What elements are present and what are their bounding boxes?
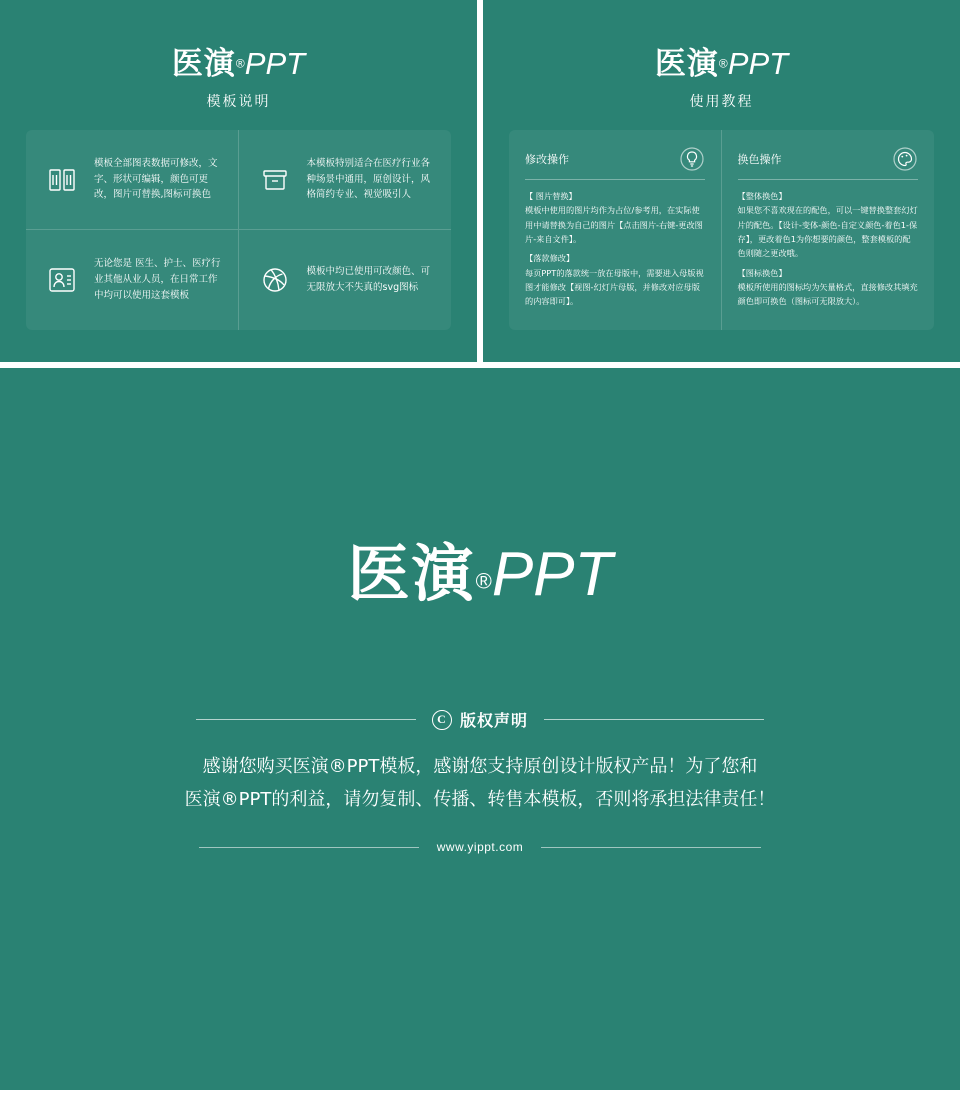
- copyright-icon: C: [432, 710, 452, 730]
- brand-logo-large-cn: 医演: [347, 537, 476, 610]
- box-icon: [251, 156, 299, 204]
- tutorial-edit-title: 修改操作: [525, 153, 569, 166]
- slide-usage-tutorial: [483, 0, 960, 362]
- template-info-cell-3: [26, 230, 239, 330]
- slide-a-subtitle: 模板说明: [206, 94, 271, 110]
- lightbulb-icon: [679, 146, 705, 172]
- brand-logo-ppt: PPT: [244, 46, 306, 81]
- tutorial-edit-block-2-heading: 【落款修改】: [525, 253, 575, 264]
- brand-logo-large-registered: ®: [475, 568, 492, 594]
- tutorial-edit-header: [525, 146, 705, 180]
- copyright-label: 版权声明: [459, 711, 528, 730]
- slide-b-subtitle: 使用教程: [689, 94, 754, 110]
- template-info-cell-4: [239, 230, 452, 330]
- brand-logo-cn: 医演: [171, 46, 236, 82]
- slide-template-description: [0, 0, 477, 362]
- tutorial-recolor-title: 换色操作: [737, 153, 782, 166]
- copyright-label-group: [432, 708, 528, 731]
- website-divider-left: [199, 847, 419, 848]
- tutorial-recolor-block-2-body: 模板所使用的图标均为矢量格式，直接修改其填充颜色即可换色（图标可无限放大）。: [737, 282, 918, 307]
- tutorial-recolor-block-1-body: 如果您不喜欢现在的配色，可以一键替换整套幻灯片的配色。【设计-变体-颜色-自定义颜色-着色1-保存】，更改着色1为你想要的颜色，整套模板的配色则随之更改哦。: [737, 205, 918, 259]
- tutorial-edit-block-2-body: 每页PPT的落款统一放在母版中，需要进入母版视图才能修改【视图-幻灯片母版，并修改对应母版的内容即可】。: [525, 267, 704, 307]
- divider-left: [196, 719, 416, 720]
- website-url: www.yippt.com: [436, 840, 524, 854]
- tutorial-column-edit: [509, 130, 722, 330]
- template-info-text-3: 无论您是 医生、护士、医疗行业其他从业人员，在日常工作中均可以使用这套模板: [94, 258, 221, 301]
- brand-logo-2: [483, 48, 960, 80]
- copyright-text: [160, 750, 800, 817]
- doctor-icon: [38, 256, 86, 304]
- copyright-heading-row: [0, 708, 960, 731]
- tutorial-recolor-header: [738, 146, 919, 180]
- divider-right: [544, 719, 764, 720]
- tutorial-recolor-body: [738, 189, 919, 309]
- brand-logo-large-ppt: PPT: [491, 540, 613, 609]
- top-slides-row: [0, 0, 960, 362]
- tutorial-edit-body: [525, 189, 705, 309]
- brand-logo-registered: ®: [235, 56, 245, 71]
- copyright-text-line-2: 医演®PPT的利益，请勿复制、传播、转售本模板，否则将承担法律责任！: [184, 789, 776, 811]
- slide-copyright: [0, 368, 960, 1090]
- tutorial-recolor-block-1-heading: 【整体换色】: [737, 191, 787, 201]
- template-info-cell-1: [26, 130, 239, 230]
- tutorial-column-recolor: [722, 130, 935, 330]
- copyright-text-line-1: 感谢您购买医演®PPT模板，感谢您支持原创设计版权产品！为了您和: [202, 756, 758, 777]
- brand-logo-cn-2: 医演: [654, 46, 719, 82]
- dribbble-icon: [251, 256, 299, 304]
- brand-logo-registered-2: ®: [718, 56, 728, 71]
- tutorial-edit-block-1-heading: 【 图片替换】: [525, 191, 577, 201]
- page-footer-strip: [0, 1090, 960, 1100]
- tutorial-panel: [509, 130, 934, 330]
- template-info-text-2: 本模板特别适合在医疗行业各种场景中通用，原创设计，风格简约专业、视觉吸引人: [306, 157, 431, 201]
- tutorial-recolor-block-2-heading: 【图标换色】: [737, 267, 787, 278]
- tutorial-edit-block-1-body: 模板中使用的图片均作为占位/参考用，在实际使用中请替换为自己的图片【点击图片-右键-更改图片-来自文件】。: [525, 205, 703, 245]
- brand-logo-large: [0, 537, 960, 610]
- template-info-text-4: 模板中均已使用可改颜色、可无限放大不失真的svg图标: [306, 266, 431, 293]
- brand-logo: [0, 48, 477, 80]
- brand-logo-ppt-2: PPT: [727, 46, 789, 81]
- template-info-panel: [26, 130, 451, 330]
- template-info-text-1: 模板全部图表数据可修改，文字、形状可编辑，颜色可更改，图片可替换,图标可换色: [94, 157, 218, 201]
- palette-icon: [892, 146, 918, 172]
- template-info-cell-2: [239, 130, 452, 230]
- website-divider-right: [541, 847, 761, 848]
- book-icon: [38, 156, 86, 204]
- website-row: [0, 840, 960, 854]
